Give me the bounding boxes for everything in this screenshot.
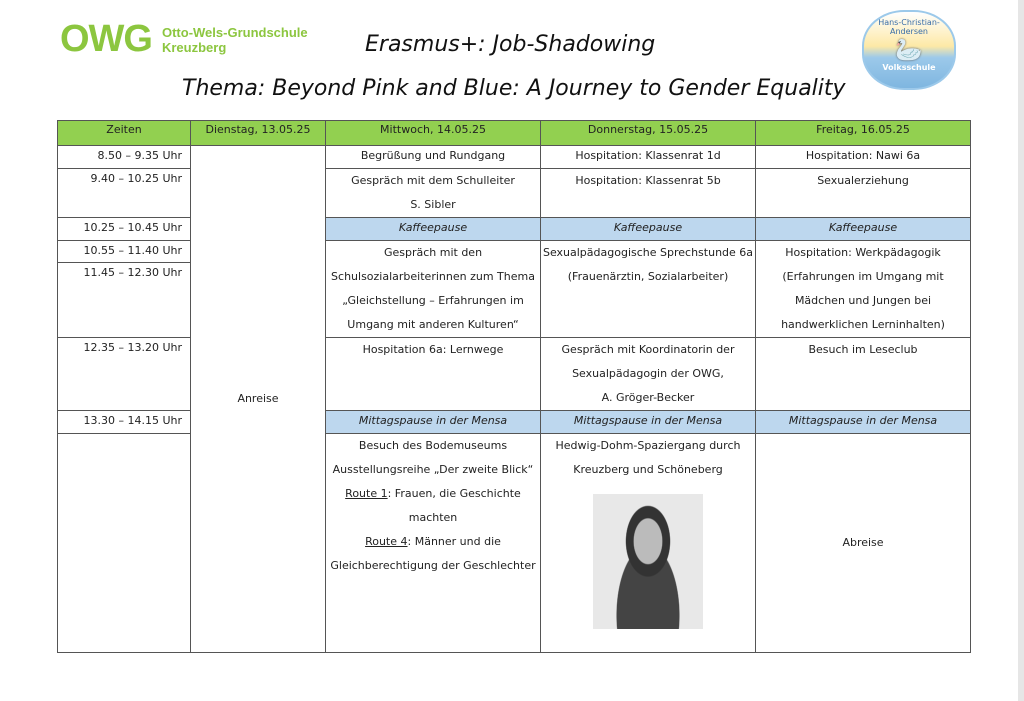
logo-mark: OWG	[60, 18, 152, 60]
schedule-cell	[326, 434, 541, 653]
cell-line: S. Sibler	[410, 198, 456, 211]
time-cell: 10.25 – 10.45 Uhr	[58, 218, 191, 241]
schedule-cell: Hospitation: Klassenrat 5b	[541, 169, 756, 218]
cell-line: Mädchen und Jungen bei	[794, 294, 932, 307]
schedule-cell	[541, 338, 756, 411]
cell-line: Gespräch mit Koordinatorin der	[561, 343, 735, 356]
page-subtitle: Thema: Beyond Pink and Blue: A Journey to Gender Equality	[182, 76, 846, 101]
schedule-cell	[326, 241, 541, 338]
page-edge	[1018, 0, 1024, 701]
time-cell: 9.40 – 10.25 Uhr	[58, 169, 191, 218]
owg-logo	[60, 18, 308, 61]
school-line2: Kreuzberg	[161, 39, 227, 55]
cell-line: Ausstellungsreihe „Der zweite Blick“	[332, 463, 534, 476]
schedule-table	[57, 120, 971, 653]
cell-line: handwerklichen Lerninhalten)	[781, 318, 945, 331]
schedule-cell	[326, 169, 541, 218]
schedule-cell	[541, 241, 756, 338]
schedule-cell: Hospitation: Nawi 6a	[756, 146, 971, 169]
schedule-cell: Begrüßung und Rundgang	[326, 146, 541, 169]
cell-line: Schulsozialarbeiterinnen zum Thema	[331, 270, 535, 283]
hedwig-dohm-portrait-image	[593, 494, 703, 629]
arrival-cell	[191, 146, 326, 653]
route-4-label: Route 4	[365, 535, 408, 548]
lunch-break-cell: Mittagspause in der Mensa	[756, 411, 971, 434]
cell-line: (Erfahrungen im Umgang mit	[782, 270, 944, 283]
cell-line: Sexualpädagogin der OWG,	[572, 367, 724, 380]
header-cell: Donnerstag, 15.05.25	[541, 121, 756, 146]
header-cell: Mittwoch, 14.05.25	[326, 121, 541, 146]
schedule-cell	[756, 241, 971, 338]
cell-line: A. Gröger-Becker	[601, 391, 695, 404]
departure-cell	[756, 434, 971, 653]
cell-line: Kreuzberg und Schöneberg	[573, 463, 723, 476]
lunch-break-cell: Mittagspause in der Mensa	[326, 411, 541, 434]
time-cell: 10.55 – 11.40 Uhr	[58, 241, 191, 263]
cell-line: Sexualpädagogische Sprechstunde 6a	[542, 246, 754, 259]
coffee-break-cell: Kaffeepause	[756, 218, 971, 241]
header-cell: Dienstag, 13.05.25	[191, 121, 326, 146]
cell-line: (Frauenärztin, Sozialarbeiter)	[567, 270, 729, 283]
school-name	[162, 25, 308, 55]
schedule-cell: Hospitation: Klassenrat 1d	[541, 146, 756, 169]
coffee-break-cell: Kaffeepause	[541, 218, 756, 241]
lunch-break-cell: Mittagspause in der Mensa	[541, 411, 756, 434]
schedule-cell: Hospitation 6a: Lernwege	[326, 338, 541, 411]
cell-line: Hospitation: Werkpädagogik	[785, 246, 941, 259]
cell-line: Hedwig-Dohm-Spaziergang durch	[555, 439, 741, 452]
route-1-label: Route 1	[345, 487, 388, 500]
page-title: Erasmus+: Job-Shadowing	[365, 32, 656, 57]
cell-line	[326, 482, 540, 506]
cell-line: Besuch des Bodemuseums	[358, 439, 508, 452]
school-line1: Otto-Wels-Grundschule	[161, 24, 308, 40]
time-cell: 13.30 – 14.15 Uhr	[58, 411, 191, 434]
schedule-cell: Besuch im Leseclub	[756, 338, 971, 411]
volksschule-seal-logo	[862, 10, 956, 90]
time-cell: 8.50 – 9.35 Uhr	[58, 146, 191, 169]
empty-cell	[58, 434, 191, 653]
cell-line: machten	[408, 511, 458, 524]
cell-text: Abreise	[842, 536, 884, 549]
schedule-cell	[541, 434, 756, 653]
coffee-break-cell: Kaffeepause	[326, 218, 541, 241]
cell-text: Anreise	[237, 392, 279, 405]
cell-line	[326, 530, 540, 554]
route-4-text: : Männer und die	[407, 535, 501, 548]
header-cell: Zeiten	[58, 121, 191, 146]
swan-icon: 🦢	[895, 38, 923, 63]
cell-line: Umgang mit anderen Kulturen“	[347, 318, 519, 331]
header-cell: Freitag, 16.05.25	[756, 121, 971, 146]
seal-name: Volksschule	[882, 63, 936, 72]
schedule-cell: Sexualerziehung	[756, 169, 971, 218]
cell-line: „Gleichstellung – Erfahrungen im	[342, 294, 524, 307]
time-cell: 11.45 – 12.30 Uhr	[58, 263, 191, 338]
time-cell: 12.35 – 13.20 Uhr	[58, 338, 191, 411]
cell-line: Gleichberechtigung der Geschlechter	[330, 559, 536, 572]
cell-line: Gespräch mit den	[383, 246, 483, 259]
seal-arc: Hans-Christian-Andersen	[878, 18, 940, 36]
route-1-text: : Frauen, die Geschichte	[387, 487, 521, 500]
cell-line: Gespräch mit dem Schulleiter	[351, 174, 515, 187]
